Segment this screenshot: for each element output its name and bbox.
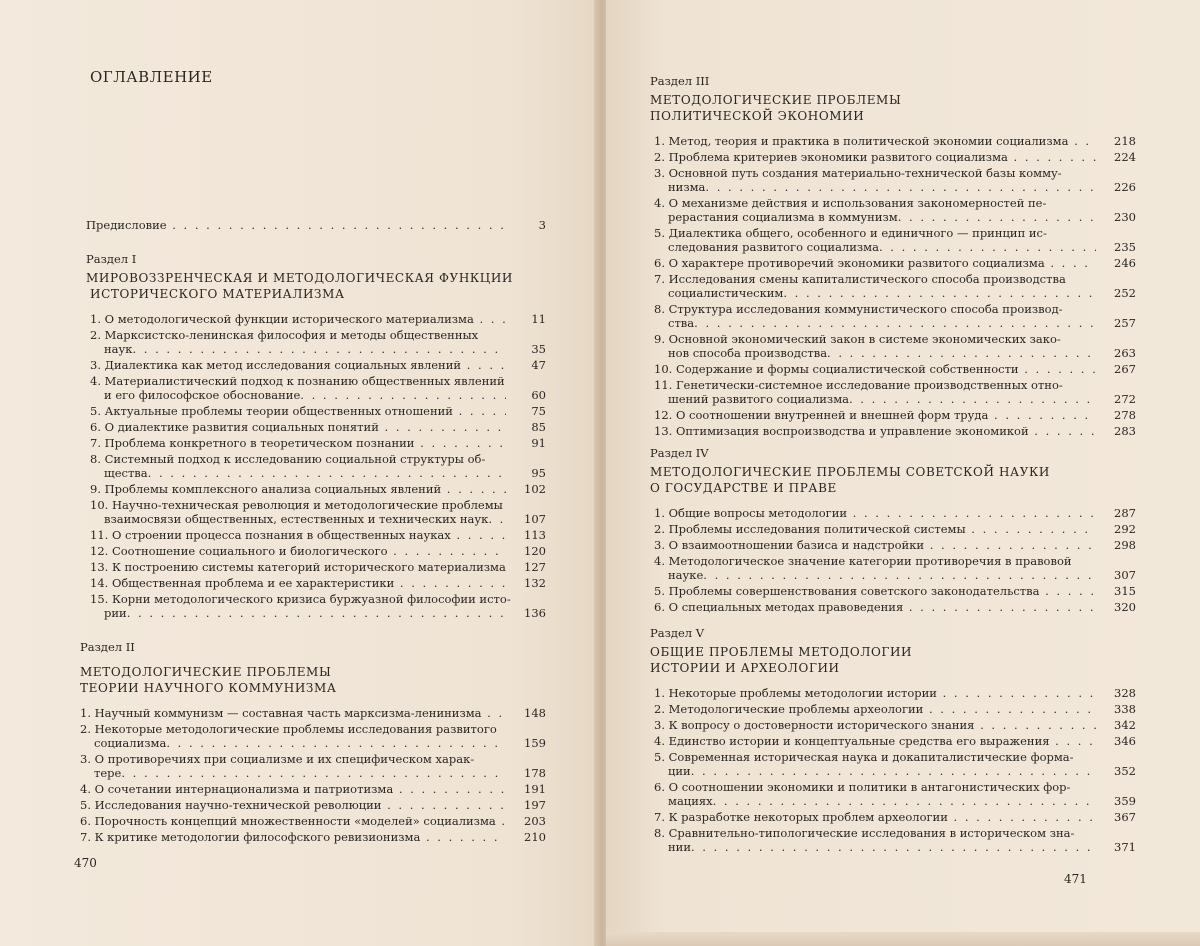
section-3-title-line2: ПОЛИТИЧЕСКОЙ ЭКОНОМИИ (650, 109, 865, 123)
toc-entry-title: 6. Порочность концепций множественности «моделей» социализма . . . (80, 814, 506, 828)
toc-entry-title: 9. Проблемы комплексного анализа социальных явлений . . . (90, 482, 506, 496)
toc-entry-page: 148 (524, 706, 546, 720)
section-3-title-line1: МЕТОДОЛОГИЧЕСКИЕ ПРОБЛЕМЫ (650, 93, 902, 107)
toc-leader-dots (166, 736, 506, 750)
section-2-title-line1: МЕТОДОЛОГИЧЕСКИЕ ПРОБЛЕМЫ (80, 665, 332, 679)
toc-leader-dots (713, 794, 1096, 808)
toc-entry-title-line1: 2. Марксистско-ленинская философия и методы общественных (90, 328, 479, 342)
toc-entry-title: 5. Исследования научно-технической революции . . . (80, 798, 506, 812)
toc-entry-title-line2: шений развитого социализма (668, 392, 849, 406)
toc-entry-page: 320 (1114, 600, 1136, 614)
toc-entry-line2 (90, 342, 546, 356)
toc-entry-page: 252 (1114, 286, 1136, 300)
toc-entry-page: 127 (524, 560, 546, 574)
toc-entry-page: 315 (1114, 584, 1136, 598)
toc-entry-title: 1. Метод, теория и практика в политической экономии социализма . . . (654, 134, 1096, 148)
section-4-label: Раздел IV (650, 446, 709, 460)
toc-entry (90, 544, 546, 558)
toc-entry-line2 (654, 392, 1136, 406)
toc-entry-page: 246 (1114, 256, 1136, 270)
toc-entry (654, 750, 1136, 778)
toc-entry (654, 424, 1136, 438)
toc-entry-title: 6. О специальных методах правоведения . . . (654, 600, 1096, 614)
toc-entry-title: 5. Актуальные проблемы теории общественных отношений . . . (90, 404, 506, 418)
toc-leader-dots (148, 466, 506, 480)
toc-entry-page: 102 (524, 482, 546, 496)
toc-leader-dots (849, 392, 1096, 406)
toc-entry-page: 224 (1114, 150, 1136, 164)
toc-entry-title-line1: 4. Материалистический подход к познанию общественных явлений (90, 374, 505, 388)
toc-entry-page: 91 (531, 436, 546, 450)
toc-leader-dots (703, 568, 1096, 582)
section-2-title-line2: ТЕОРИИ НАУЧНОГО КОММУНИЗМА (80, 681, 337, 695)
toc-entry (654, 408, 1136, 422)
preface-label: Предисловие . . . (86, 218, 506, 232)
toc-entry-page: 47 (531, 358, 546, 372)
toc-entry-title-line1: 8. Сравнительно-типологические исследования в историческом зна- (654, 826, 1075, 840)
toc-entry-page: 328 (1114, 686, 1136, 700)
toc-entry (90, 482, 546, 496)
toc-leader-dots (694, 316, 1096, 330)
section-5-title (650, 644, 1136, 676)
toc-entry-page: 60 (531, 388, 546, 402)
toc-entry-page: 352 (1114, 764, 1136, 778)
toc-entry-title: 12. О соотношении внутренней и внешней форм труда . . . (654, 408, 1096, 422)
section-4-list (650, 506, 1136, 614)
section-1-label: Раздел I (86, 252, 137, 266)
toc-entry-line2 (654, 346, 1136, 360)
toc-entry-title: 4. Единство истории и концептуальные средства его выражения . . . (654, 734, 1096, 748)
toc-entry-title: 5. Проблемы совершенствования советского законодательства . . . (654, 584, 1096, 598)
toc-entry-page: 11 (531, 312, 546, 326)
toc-entry (90, 560, 546, 574)
toc-entry-title-line1: 8. Структура исследования коммунистического способа производ- (654, 302, 1063, 316)
toc-entry-page: 226 (1114, 180, 1136, 194)
section-1-list (86, 312, 546, 620)
toc-entry-line2 (90, 466, 546, 480)
section-2-list (80, 706, 546, 844)
section-4-title-line2: О ГОСУДАРСТВЕ И ПРАВЕ (650, 481, 837, 495)
toc-entry (80, 706, 546, 720)
toc-entry-title: 3. К вопросу о достоверности исторического знания . . . (654, 718, 1096, 732)
toc-entry-title-line2: мациях (668, 794, 713, 808)
toc-entry-page: 113 (524, 528, 546, 542)
toc-entry (654, 362, 1136, 376)
toc-entry-title-line2: рерастания социализма в коммунизм (668, 210, 898, 224)
preface-entry (86, 218, 546, 232)
toc-entry-title-line1: 3. Основной путь создания материально-технической базы комму- (654, 166, 1062, 180)
toc-entry-title: 14. Общественная проблема и ее характеристики . . . (90, 576, 506, 590)
toc-entry-title-line2: социализма (94, 736, 167, 750)
toc-leader-dots (121, 766, 506, 780)
toc-entry (654, 378, 1136, 406)
section-1-title-line2: ИСТОРИЧЕСКОГО МАТЕРИАЛИЗМА (90, 287, 345, 301)
toc-entry-page: 85 (531, 420, 546, 434)
toc-entry-line2 (654, 794, 1136, 808)
section-4-title-line1: МЕТОДОЛОГИЧЕСКИЕ ПРОБЛЕМЫ СОВЕТСКОЙ НАУКИ (650, 465, 1050, 479)
section-3-title (650, 92, 1136, 124)
toc-entry (654, 196, 1136, 224)
toc-entry-page: 272 (1114, 392, 1136, 406)
toc-entry-title-line1: 9. Основной экономический закон в системе экономических зако- (654, 332, 1061, 346)
toc-entry (90, 312, 546, 326)
toc-entry-line2 (654, 568, 1136, 582)
toc-entry-page: 292 (1114, 522, 1136, 536)
toc-entry-title-line2: ства (668, 316, 695, 330)
toc-entry-title: 2. Методологические проблемы археологии . . . (654, 702, 1096, 716)
toc-entry (90, 328, 546, 356)
toc-entry-title-line2: наук (104, 342, 133, 356)
toc-entry-page: 367 (1114, 810, 1136, 824)
toc-entry (80, 752, 546, 780)
toc-entry-title-line2: рии (104, 606, 127, 620)
toc-entry-page: 298 (1114, 538, 1136, 552)
toc-entry (90, 576, 546, 590)
section-2-label: Раздел II (80, 640, 135, 654)
toc-entry (90, 420, 546, 434)
toc-entry-title-line1: 6. О соотношении экономики и политики в антагонистических фор- (654, 780, 1071, 794)
toc-leader-dots (691, 840, 1096, 854)
section-1 (86, 252, 546, 622)
toc-entry (90, 528, 546, 542)
toc-entry (654, 522, 1136, 536)
page-number-left: 470 (74, 856, 97, 870)
toc-entry-page: 263 (1114, 346, 1136, 360)
toc-entry-page: 136 (524, 606, 546, 620)
toc-leader-dots (691, 764, 1096, 778)
toc-leader-dots (488, 512, 506, 526)
section-5 (650, 626, 1136, 856)
section-5-title-line1: ОБЩИЕ ПРОБЛЕМЫ МЕТОДОЛОГИИ (650, 645, 913, 659)
toc-entry-title-line1: 4. Методологическое значение категории противоречия в правовой (654, 554, 1072, 568)
toc-entry-title: 4. О сочетании интернационализма и патриотизма . . . (80, 782, 506, 796)
toc-entry (654, 150, 1136, 164)
toc-entry (654, 272, 1136, 300)
toc-entry-title: 3. Диалектика как метод исследования социальных явлений . . . (90, 358, 506, 372)
toc-entry (90, 404, 546, 418)
toc-entry-page: 346 (1114, 734, 1136, 748)
toc-entry-title-line2: социалистическим (668, 286, 784, 300)
section-2-title (80, 664, 546, 696)
toc-entry (654, 826, 1136, 854)
toc-entry-title-line2: ции (668, 764, 691, 778)
toc-entry (90, 358, 546, 372)
toc-entry (654, 810, 1136, 824)
toc-entry (654, 538, 1136, 552)
toc-entry-title-line2: взаимосвязи общественных, естественных и технических наук (104, 512, 489, 526)
toc-entry-title-line2: и его философское обоснование (104, 388, 301, 402)
toc-entry-line2 (654, 286, 1136, 300)
toc-entry-page: 230 (1114, 210, 1136, 224)
toc-entry (654, 506, 1136, 520)
toc-entry-page: 210 (524, 830, 546, 844)
section-4-title (650, 464, 1136, 496)
toc-entry-page: 359 (1114, 794, 1136, 808)
toc-entry-line2 (80, 766, 546, 780)
toc-entry (654, 166, 1136, 194)
toc-leader-dots (827, 346, 1096, 360)
toc-entry-title-line2: нов способа производства (668, 346, 828, 360)
toc-entry-line2 (654, 180, 1136, 194)
toc-entry-title-line2: нии (668, 840, 691, 854)
toc-entry-title: 12. Соотношение социального и биологического . . . (90, 544, 506, 558)
toc-entry-page: 371 (1114, 840, 1136, 854)
toc-entry-line2 (90, 388, 546, 402)
toc-entry (654, 702, 1136, 716)
toc-entry-title-line1: 11. Генетически-системное исследование производственных отно- (654, 378, 1063, 392)
toc-entry-page: 257 (1114, 316, 1136, 330)
toc-entry-title-line2: тере (94, 766, 122, 780)
toc-entry-page: 191 (524, 782, 546, 796)
toc-entry-page: 278 (1114, 408, 1136, 422)
toc-entry-title: 10. Содержание и формы социалистической собственности . . . (654, 362, 1096, 376)
toc-entry (654, 780, 1136, 808)
toc-entry-line2 (654, 240, 1136, 254)
toc-entry-title-line1: 7. Исследования смены капиталистического способа производства (654, 272, 1066, 286)
toc-entry-page: 35 (531, 342, 546, 356)
right-page (606, 0, 1200, 946)
toc-entry-title: 6. О характере противоречий экономики развитого социализма . . . (654, 256, 1096, 270)
toc-entry-title: 2. Проблемы исследования политической системы . . . (654, 522, 1096, 536)
toc-entry-title-line1: 15. Корни методологического кризиса буржуазной философии исто- (90, 592, 511, 606)
toc-entry (80, 782, 546, 796)
section-3 (650, 74, 1136, 440)
toc-entry-line2 (654, 210, 1136, 224)
toc-entry (654, 734, 1136, 748)
toc-entry-title: 11. О строении процесса познания в общественных науках . . . (90, 528, 506, 542)
toc-entry-line2 (654, 316, 1136, 330)
toc-entry (654, 584, 1136, 598)
toc-entry-page: 203 (524, 814, 546, 828)
toc-entry-page: 338 (1114, 702, 1136, 716)
toc-leader-dots (898, 210, 1096, 224)
section-1-title-line1: МИРОВОЗЗРЕНЧЕСКАЯ И МЕТОДОЛОГИЧЕСКАЯ ФУНКЦИИ (86, 271, 513, 285)
toc-entry (80, 814, 546, 828)
toc-entry-page: 159 (524, 736, 546, 750)
toc-leader-dots (132, 342, 506, 356)
toc-entry (80, 830, 546, 844)
toc-heading: ОГЛАВЛЕНИЕ (90, 68, 213, 86)
toc-leader-dots (879, 240, 1096, 254)
toc-entry-title-line1: 8. Системный подход к исследованию социальной структуры об- (90, 452, 486, 466)
toc-entry (654, 226, 1136, 254)
toc-entry-title: 3. О взаимоотношении базиса и надстройки . . . (654, 538, 1096, 552)
toc-entry-page: 283 (1114, 424, 1136, 438)
toc-leader-dots (783, 286, 1096, 300)
toc-entry (654, 718, 1136, 732)
toc-entry (654, 686, 1136, 700)
section-4 (650, 446, 1136, 616)
toc-entry-title-line1: 4. О механизме действия и использования закономерностей пе- (654, 196, 1047, 210)
toc-entry (90, 374, 546, 402)
toc-entry-title-line2: науке (668, 568, 704, 582)
toc-entry-title: 2. Проблема критериев экономики развитого социализма . . . (654, 150, 1096, 164)
toc-entry-page: 132 (524, 576, 546, 590)
toc-entry-line2 (90, 606, 546, 620)
toc-entry-page: 342 (1114, 718, 1136, 732)
toc-leader-dots (705, 180, 1096, 194)
toc-leader-dots (300, 388, 506, 402)
toc-entry-title: 6. О диалектике развития социальных понятий . . . (90, 420, 506, 434)
preface-page: 3 (538, 218, 546, 232)
toc-entry (90, 498, 546, 526)
toc-entry-page: 95 (531, 466, 546, 480)
page-edge (606, 932, 1200, 946)
toc-leader-dots (127, 606, 506, 620)
toc-entry-title-line2: низма (668, 180, 706, 194)
toc-entry (654, 600, 1136, 614)
section-3-label: Раздел III (650, 74, 710, 88)
toc-entry-page: 307 (1114, 568, 1136, 582)
section-2 (80, 640, 546, 846)
toc-entry (654, 332, 1136, 360)
section-3-list (650, 134, 1136, 438)
toc-entry-title: 7. К разработке некоторых проблем археологии . . . (654, 810, 1096, 824)
toc-entry-title: 1. Научный коммунизм — составная часть марксизма-ленинизма . . . (80, 706, 506, 720)
toc-entry-page: 287 (1114, 506, 1136, 520)
section-1-title (86, 270, 546, 302)
toc-entry (654, 256, 1136, 270)
toc-entry-line2 (90, 512, 546, 526)
toc-entry (80, 722, 546, 750)
toc-entry-line2 (654, 764, 1136, 778)
toc-entry-page: 197 (524, 798, 546, 812)
toc-entry (90, 436, 546, 450)
toc-entry-title-line1: 10. Научно-техническая революция и методологические проблемы (90, 498, 503, 512)
toc-entry (90, 452, 546, 480)
toc-entry-title-line1: 5. Современная историческая наука и докапиталистические форма- (654, 750, 1074, 764)
toc-entry (654, 554, 1136, 582)
toc-entry (80, 798, 546, 812)
section-5-label: Раздел V (650, 626, 705, 640)
toc-entry-title-line1: 2. Некоторые методологические проблемы исследования развитого (80, 722, 497, 736)
toc-entry-page: 178 (524, 766, 546, 780)
toc-entry-page: 120 (524, 544, 546, 558)
toc-entry-title: 13. Оптимизация воспроизводства и управление экономикой . . . (654, 424, 1096, 438)
toc-entry-line2 (654, 840, 1136, 854)
toc-entry-page: 218 (1114, 134, 1136, 148)
toc-entry-title: 1. Некоторые проблемы методологии истории . . . (654, 686, 1096, 700)
toc-entry-title: 7. Проблема конкретного в теоретическом познании . . . (90, 436, 506, 450)
section-5-title-line2: ИСТОРИИ И АРХЕОЛОГИИ (650, 661, 840, 675)
toc-entry (654, 134, 1136, 148)
toc-entry-title: 1. Общие вопросы методологии . . . (654, 506, 1096, 520)
toc-entry-title: 7. К критике методологии философского ревизионизма . . . (80, 830, 506, 844)
toc-entry-title-line1: 3. О противоречиях при социализме и их специфическом харак- (80, 752, 475, 766)
toc-entry-page: 75 (531, 404, 546, 418)
section-5-list (650, 686, 1136, 854)
toc-entry-title-line1: 5. Диалектика общего, особенного и единичного — принцип ис- (654, 226, 1047, 240)
toc-entry (654, 302, 1136, 330)
toc-entry-line2 (80, 736, 546, 750)
toc-entry-page: 267 (1114, 362, 1136, 376)
toc-entry-title: 1. О методологической функции исторического материализма . . . (90, 312, 506, 326)
toc-entry-title-line2: следования развитого социализма (668, 240, 879, 254)
toc-entry-title-line2: щества (104, 466, 148, 480)
toc-entry-page: 107 (524, 512, 546, 526)
toc-entry-page: 235 (1114, 240, 1136, 254)
toc-entry-title: 13. К построению системы категорий исторического материализма . . . (90, 560, 506, 574)
page-number-right: 471 (1064, 872, 1087, 886)
toc-entry (90, 592, 546, 620)
